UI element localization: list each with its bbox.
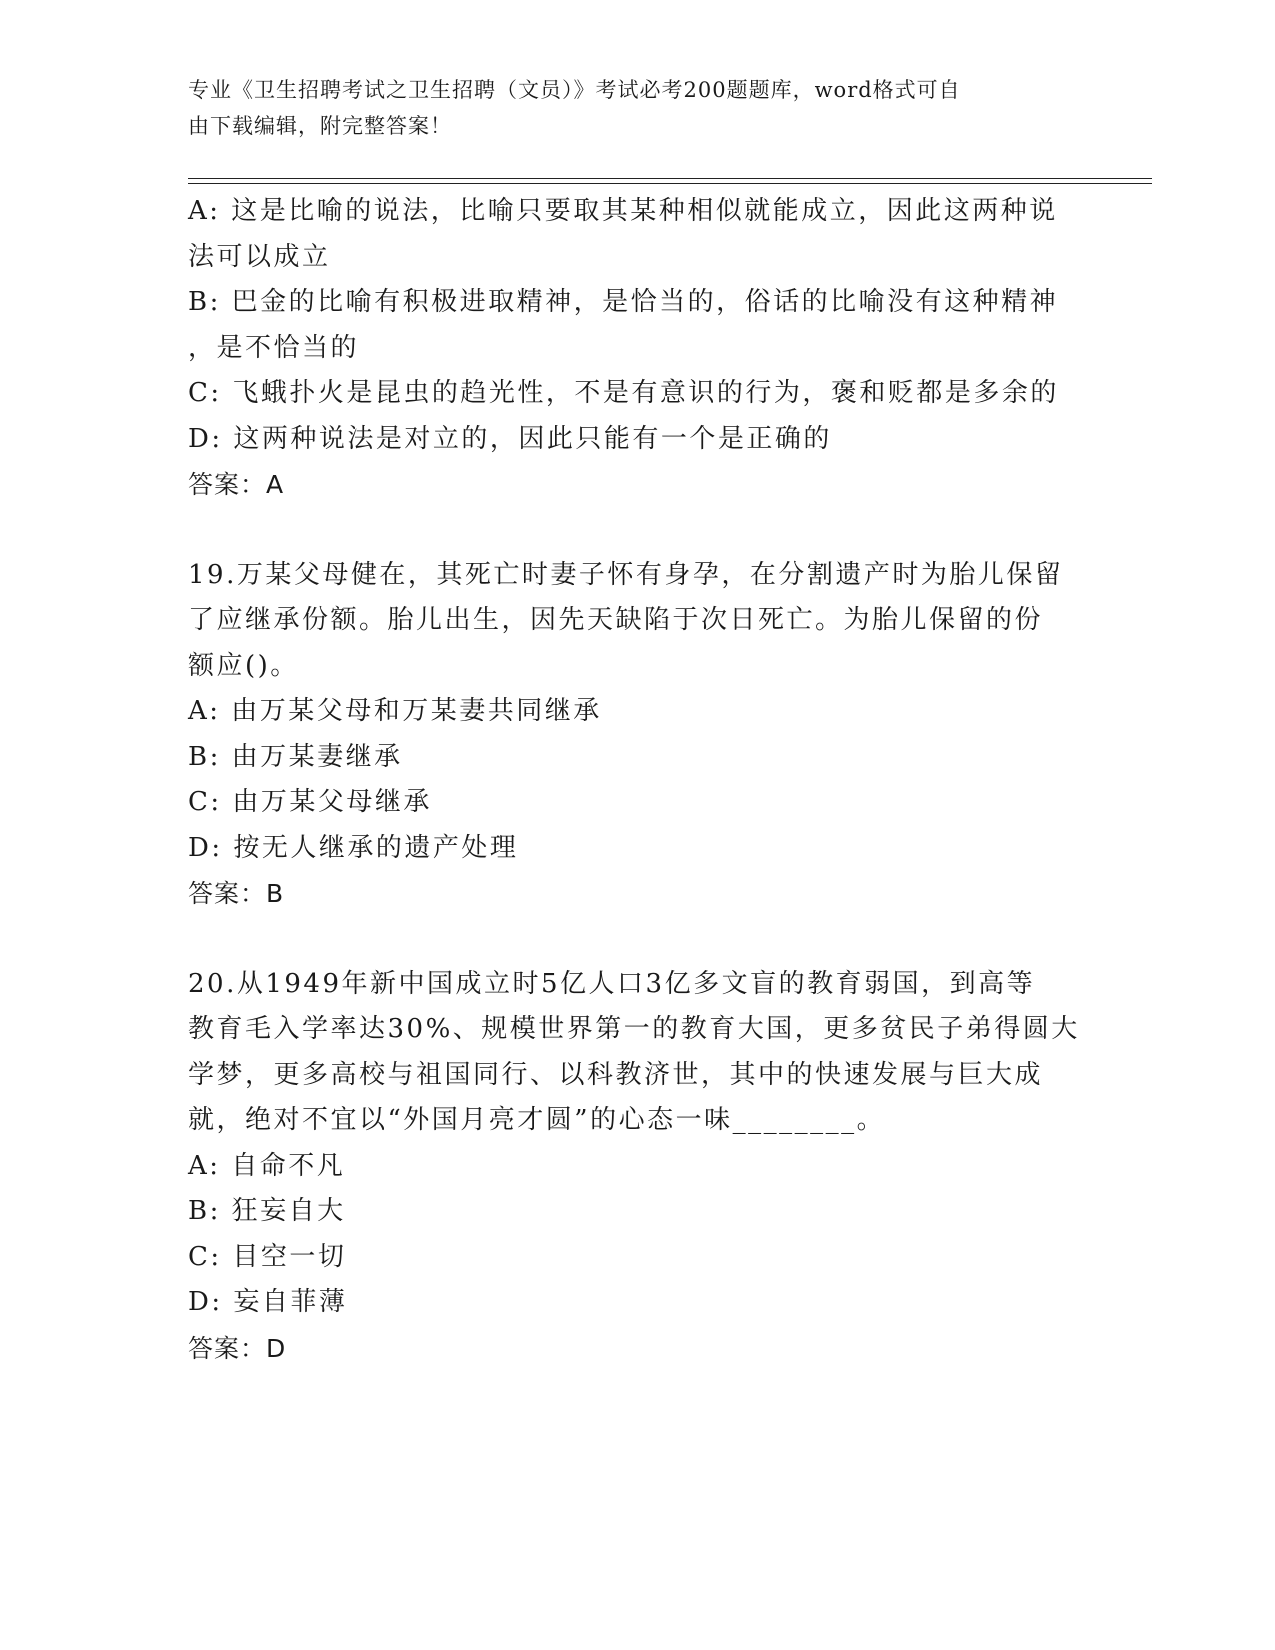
question-19 — [188, 553, 1088, 917]
q20-option-d: D: 妄自菲薄 — [188, 1287, 348, 1317]
header-title-line-2: 由下载编辑，附完整答案！ — [188, 114, 452, 138]
q20-stem-line-1: 20.从1949年新中国成立时5亿人口3亿多文盲的教育弱国，到高等 — [188, 968, 1036, 999]
header-divider-bottom — [188, 183, 1152, 184]
document-body — [188, 189, 1088, 1371]
q20-option-b: B: 狂妄自大 — [188, 1196, 346, 1226]
q18-option-a-line-2: 法可以成立 — [188, 241, 331, 272]
q19-answer: 答案：B — [188, 879, 285, 908]
q18-option-d: D: 这两种说法是对立的，因此只能有一个是正确的 — [188, 423, 832, 454]
q19-option-a: A: 由万某父母和万某妻共同继承 — [188, 696, 602, 726]
question-18-options — [188, 189, 1088, 508]
document-header — [188, 72, 1068, 144]
q20-option-a: A: 自命不凡 — [188, 1150, 346, 1181]
q19-stem-line-3: 额应()。 — [188, 650, 299, 681]
header-title-line-1: 专业《卫生招聘考试之卫生招聘（文员）》考试必考200题题库，word格式可自 — [188, 78, 961, 102]
q19-option-c: C: 由万某父母继承 — [188, 787, 432, 817]
q18-option-a-line-1: A: 这是比喻的说法，比喻只要取其某种相似就能成立，因此这两种说 — [188, 196, 1058, 226]
q20-stem-line-4: 就，绝对不宜以“外国月亮才圆”的心态一味________。 — [188, 1105, 886, 1135]
header-divider-top — [188, 178, 1152, 179]
q20-answer: 答案：D — [188, 1333, 287, 1363]
q19-option-d: D: 按无人继承的遗产处理 — [188, 832, 519, 863]
q19-stem-line-2: 了应继承份额。胎儿出生，因先天缺陷于次日死亡。为胎儿保留的份 — [188, 605, 1044, 635]
q19-stem-line-1: 19.万某父母健在，其死亡时妻子怀有身孕，在分割遗产时为胎儿保留 — [188, 559, 1064, 590]
q18-option-b-line-1: B: 巴金的比喻有积极进取精神，是恰当的，俗话的比喻没有这种精神 — [188, 287, 1059, 317]
q20-stem-line-2: 教育毛入学率达30%、规模世界第一的教育大国，更多贫民子弟得圆大 — [188, 1014, 1080, 1044]
spacer — [188, 508, 1088, 553]
spacer — [188, 917, 1088, 962]
question-20 — [188, 962, 1088, 1372]
q20-option-c: C: 目空一切 — [188, 1241, 347, 1272]
q19-option-b: B: 由万某妻继承 — [188, 741, 403, 772]
q18-option-b-line-2: ，是不恰当的 — [188, 332, 360, 363]
q18-answer: 答案：A — [188, 470, 285, 499]
q20-stem-line-3: 学梦，更多高校与祖国同行、以科教济世，其中的快速发展与巨大成 — [188, 1059, 1044, 1090]
q18-option-c: C: 飞蛾扑火是昆虫的趋光性，不是有意识的行为，褒和贬都是多余的 — [188, 378, 1059, 408]
